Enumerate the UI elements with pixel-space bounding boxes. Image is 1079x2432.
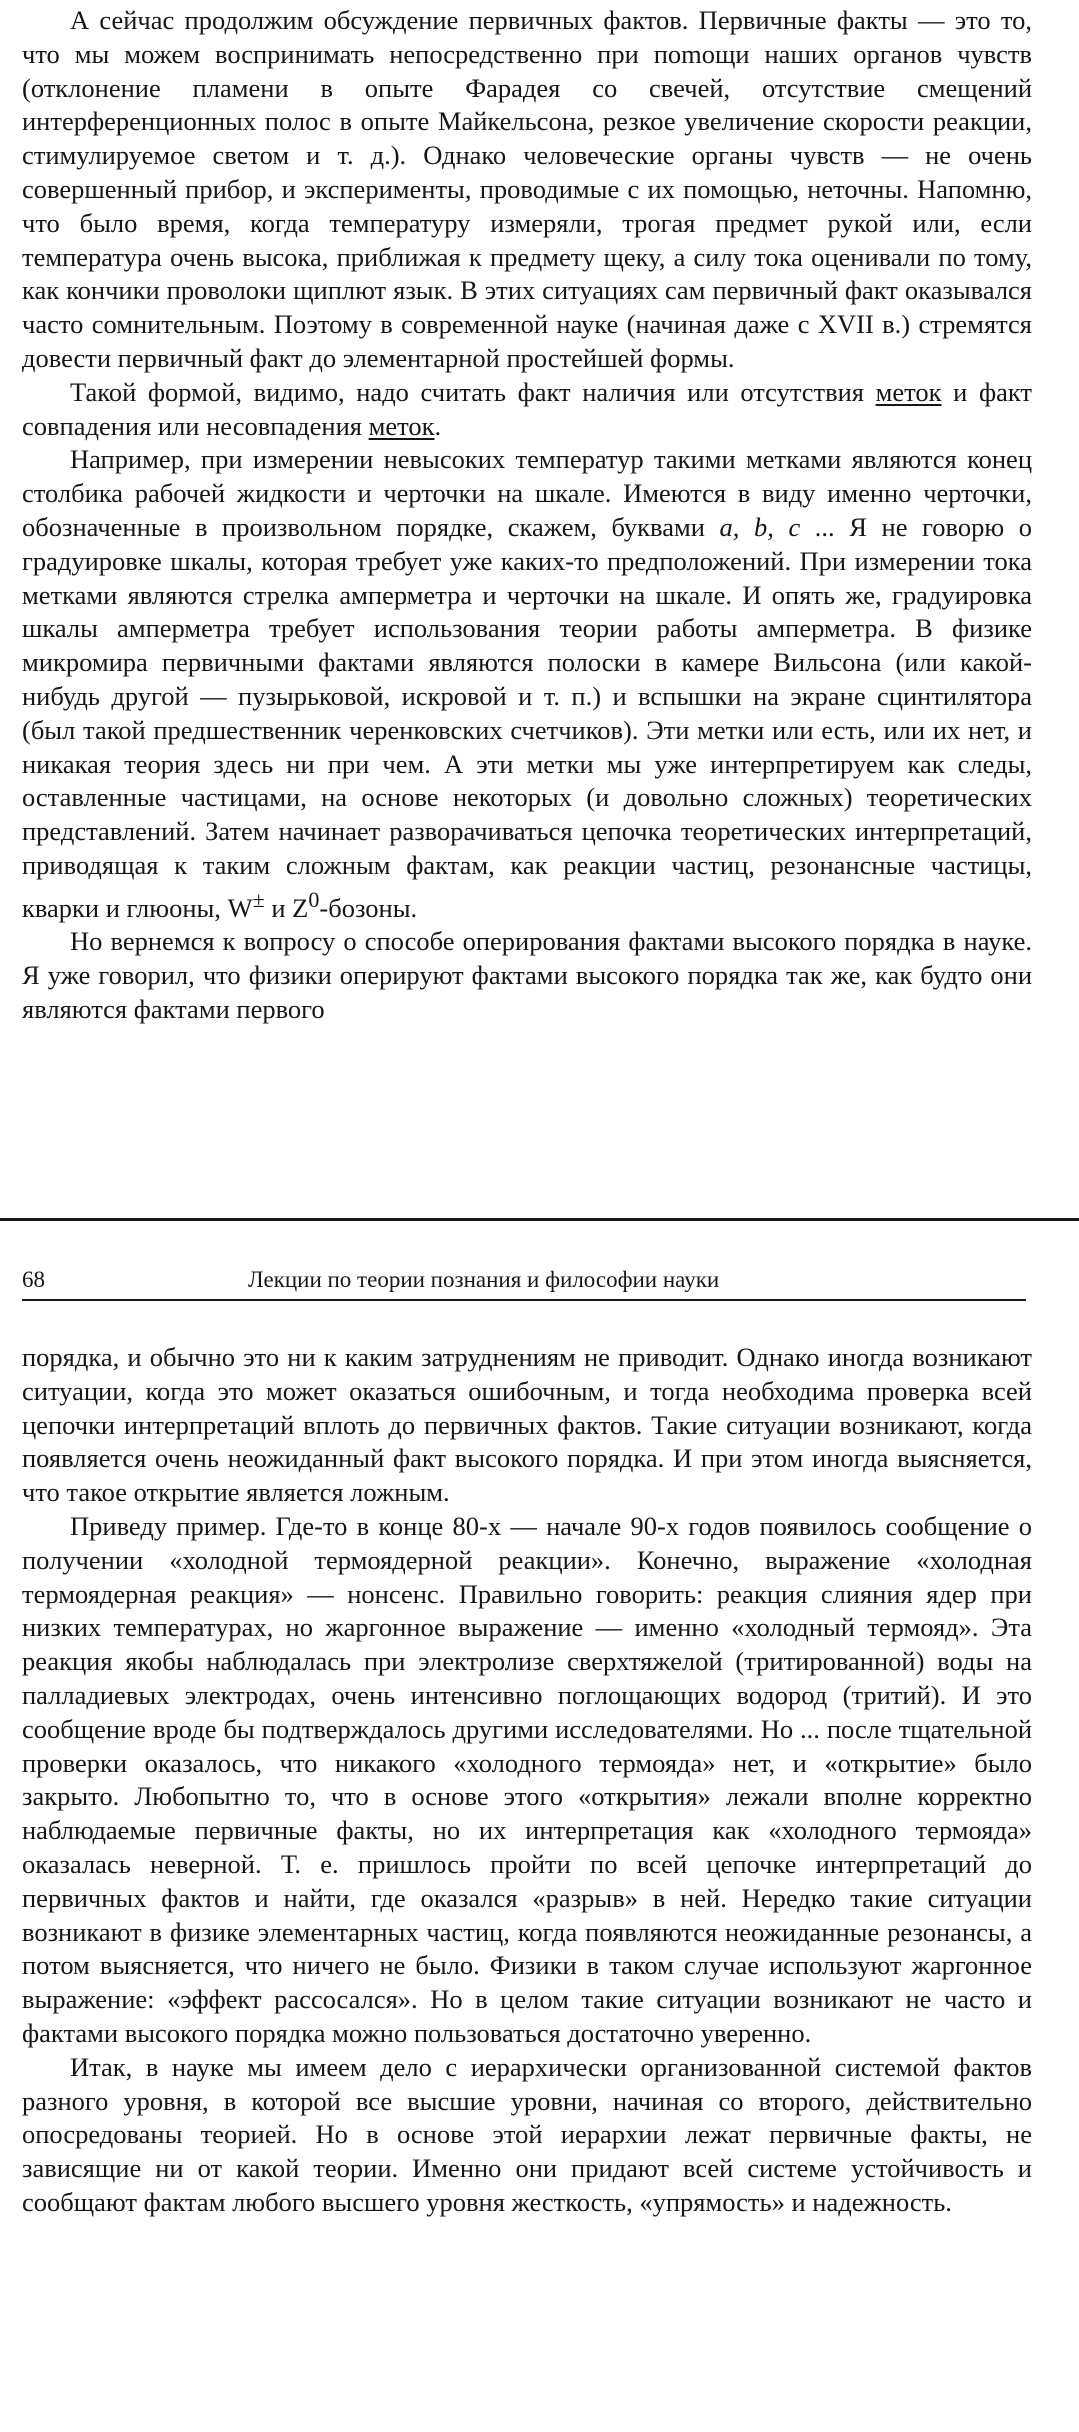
- text-run: .: [434, 410, 442, 441]
- paragraph-cold-fusion-example: Приведу пример. Где-то в конце 80-х — начале 90-х годов появилось сообщение о получении «холодной термоядерной реакции». Конечно, выражение «холодная термоядерная реакция» — нонсенс. Правильно говорить: реакция слияния ядер при низких температурах, но жаргонное выражение — именно «холодный термояд». Эта реакция якобы наблюдалась при электролизе сверхтяжелой (тритированной) воды на палладиевых электродах, очень интенсивно поглощающих водород (тритий). И это сообщение вроде бы подтверждалось другими исследователями. Но ... после тщательной проверки оказалось, что никакого «холодного термояда» нет, и «открытие» было закрыто. Любопытно то, что в основе этого «открытия» лежали вполне корректно наблюдаемые первичные факты, но их интерпретация как «холодного термояда» оказалась неверной. Т. е. пришлось пройти по всей цепочке интерпретаций до первичных фактов и найти, где оказался «разрыв» в ней. Нередко такие ситуации возникают в физике элементарных частиц, когда появляются неожиданные резонансы, а потом выясняется, что ничего не было. Физики в таком случае используют жаргонное выражение: «эффект рассосался». Но в целом такие ситуации возникают не часто и фактами высокого порядка можно пользоваться достаточно уверенно.: [22, 1510, 1032, 2048]
- text-run: -бозоны.: [319, 892, 418, 923]
- text-run: и факт совпадения или несовпадения: [22, 376, 1032, 441]
- text-run: и Z: [264, 892, 309, 923]
- paragraph-continuation: порядка, и обычно это ни к каким затруднениям не приводит. Однако иногда возникают ситуации, когда это может оказаться ошибочным, и тогда необходима проверка всей цепочки интерпретаций вплоть до первичных фактов. Такие ситуации возникают, когда появляется очень неожиданный факт высокого порядка. И при этом иногда выясняется, что такое открытие является ложным.: [22, 1342, 1032, 1508]
- paragraph-primary-facts: А сейчас продолжим обсуждение первичных фактов. Первичные факты — это то, что мы можем воспринимать непосредственно при поmощи наших органов чувств (отклонение пламени в опыте Фарадея со свечей, отсутствие смещений интерференционных полос в опыте Майкельсона, резкое увеличение скорости реакции, стимулируемое светом и т. д.). Однако человеческие органы чувств — не очень совершенный прибор, и эксперименты, проводимые с их помощью, неточны. Напомню, что было время, когда температуру измеряли, трогая предмет рукой или, если температура очень высока, приближая к предмету щеку, а силу тока оценивали по тому, как кончики проволоки щиплют язык. В этих ситуациях сам первичный факт оказывался часто сомнительным. Поэтому в современной науке (начиная даже с XVII в.) стремятся довести первичный факт до элементарной простейшей формы.: [22, 5, 1032, 373]
- paragraph-conclusion: Итак, в науке мы имеем дело с иерархически организованной системой фактов разного уровня, в которой все высшие уровни, начиная со второго, действительно опосредованы теорией. Но в основе этой иерархии лежат первичные факты, не зависящие ни от какой теории. Именно они придают всей системе устойчивость и сообщают фактам любого высшего уровня жесткость, «упрямость» и надежность.: [22, 2051, 1032, 2217]
- upper-page-text: [22, 4, 1032, 1027]
- underlined-term: меток: [368, 410, 435, 441]
- text-run: Например, при измерении невысоких температур такими метками являются конец столбика рабочей жидкости и черточки на шкале. Имеются в виду именно черточки, обозначенные в произвольном порядке, скажем, буквами: [22, 444, 1032, 542]
- running-head-rule: [22, 1299, 1026, 1301]
- superscript-plus-minus: ±: [252, 886, 265, 912]
- text-run: Такой формой, видимо, надо считать факт наличия или отсутствия: [70, 376, 876, 407]
- italic-letters: a, b, c: [719, 511, 801, 542]
- page-number: 68: [22, 1267, 45, 1292]
- underlined-term: меток: [875, 376, 942, 407]
- running-head-title: Лекции по теории познания и философии науки: [248, 1267, 720, 1292]
- superscript-zero: 0: [308, 886, 320, 912]
- paragraph-measurement-example: [22, 443, 1032, 925]
- running-head: [22, 1262, 1026, 1302]
- text-run: ... Я не говорю о градуировке шкалы, которая требует уже каких-то предположений. При измерении тока метками являются стрелка амперметра и черточки на шкале. И опять же, градуировка шкалы амперметра требует использования теории работы амперметра. В физике микромира первичными фактами являются полоски в камере Вильсона (или какой-нибудь другой — пузырьковой, искровой и т. п.) и вспышки на экране сцинтилятора (был такой предшественник черенковских счетчиков). Эти метки или есть, или их нет, и никакая теория здесь ни при чем. А эти метки мы уже интерпретируем как следы, оставленные частицами, на основе некоторых (и довольно сложных) теоретических представлений. Затем начинает разворачиваться цепочка теоретических интерпретаций, приводящая к таким сложным фактам, как реакции частиц, резонансные частицы, кварки и глюоны, W: [22, 511, 1032, 923]
- paragraph-higher-order-facts: Но вернемся к вопросу о способе оперирования фактами высокого порядка в науке. Я уже говорил, что физики оперируют фактами высокого порядка так же, как будто они являются фактами первого: [22, 926, 1032, 1024]
- paragraph-marks-definition: [22, 376, 1032, 444]
- lower-page-text: [22, 1341, 1032, 2220]
- page-divider: [0, 1218, 1079, 1221]
